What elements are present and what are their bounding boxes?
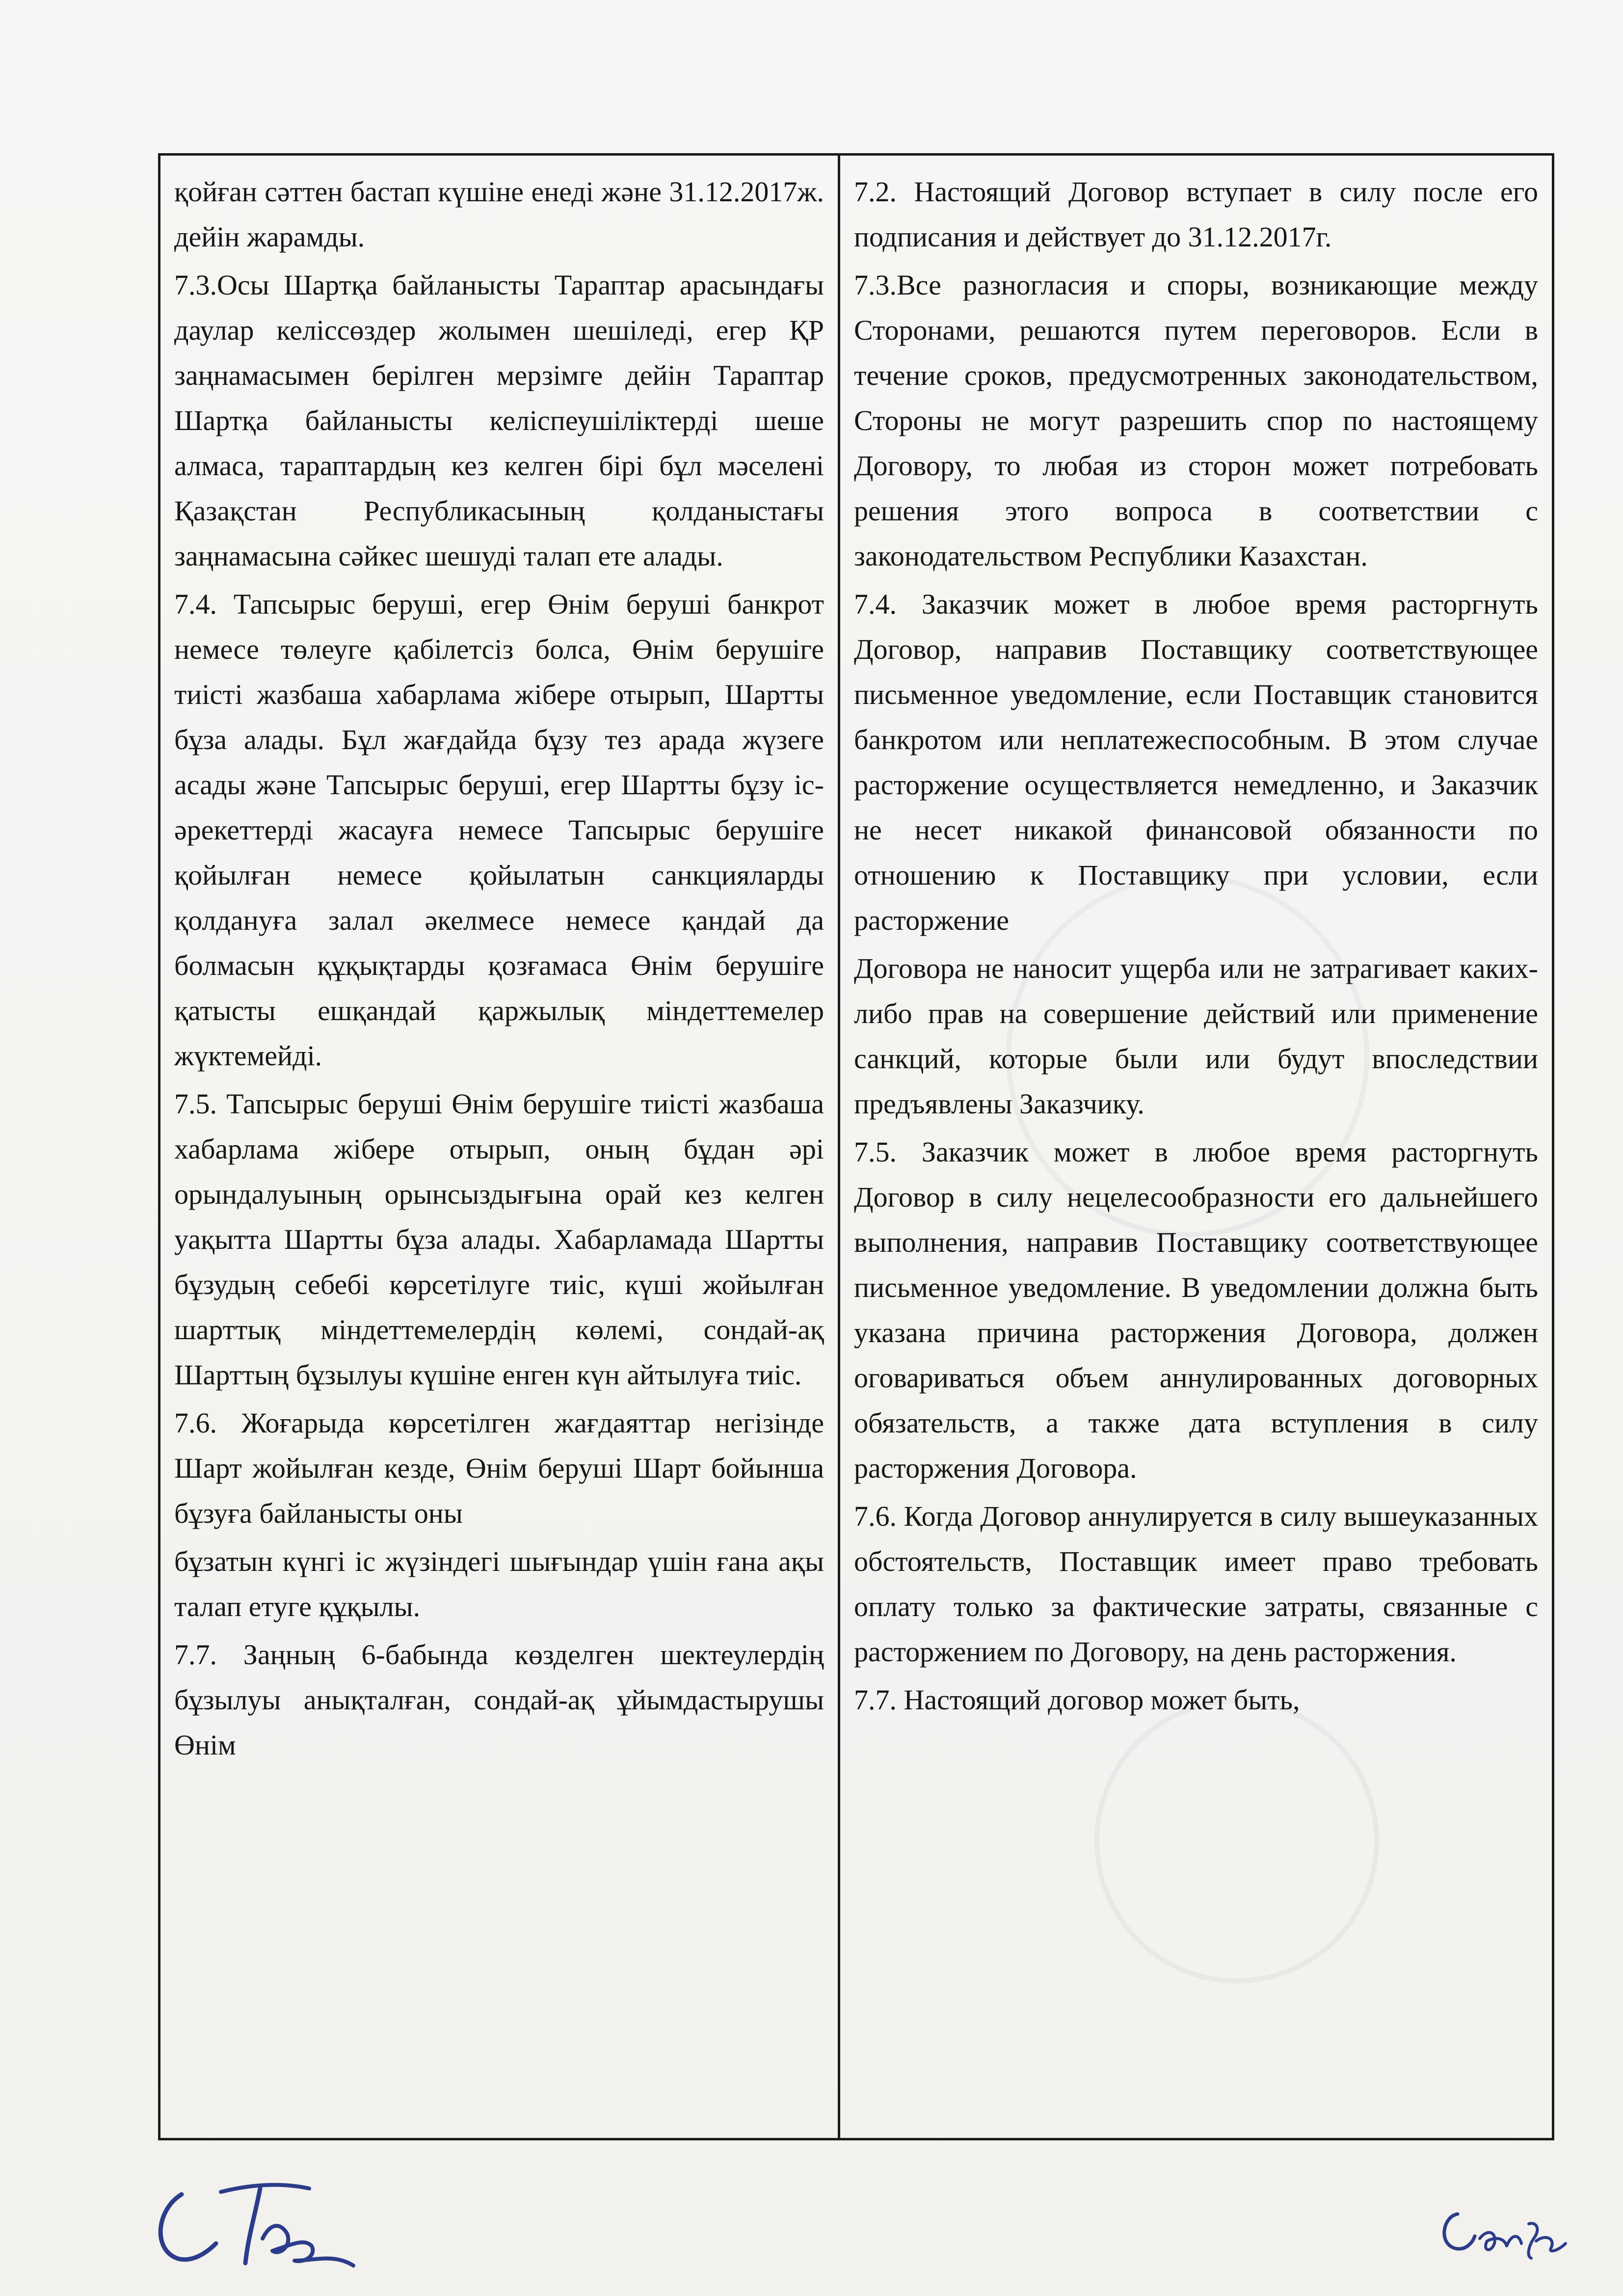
kz-clause-7-7: 7.7. Заңның 6-бабында көзделген шектеулердің бұзылуы анықталған, сондай-ақ ұйымдастырушы Өнім — [174, 1639, 824, 1761]
ru-clause-7-4: 7.4. Заказчик может в любое время расторгнуть Договор, направив Поставщику соответствующее письменное уведомление, если Поставщик становится банкротом или неплатежеспособным. В этом случае расторжение осуществляется немедленно, и Заказчик не несет никакой финансовой обязанности по отношению к Поставщику при условии, если расторжение — [854, 588, 1538, 936]
kz-clause-7-6-cont: бұзатын күнгі іс жүзіндегі шығындар үшін ғана ақы талап етуге құқылы. — [174, 1545, 824, 1622]
ru-clause-7-6: 7.6. Когда Договор аннулируется в силу вышеуказанных обстоятельств, Поставщик имеет право требовать оплату только за фактические затраты, связанные с расторжением по Договору, на день расторжения. — [854, 1500, 1538, 1668]
bilingual-contract-table — [158, 153, 1554, 2140]
ru-clause-7-5: 7.5. Заказчик может в любое время расторгнуть Договор в силу нецелесообразности его дальнейшего выполнения, направив Поставщику соответствующее письменное уведомление. В уведомлении должна быть указана причина расторжения Договора, должен оговариваться объем аннулированных договорных обязательств, а также дата вступления в силу расторжения Договора. — [854, 1136, 1538, 1484]
ru-clause-7-7: 7.7. Настоящий договор может быть, — [854, 1684, 1300, 1716]
kazakh-column — [160, 155, 839, 2139]
kz-clause-7-4: 7.4. Тапсырыс беруші, егер Өнім беруші банкрот немесе төлеуге қабілетсіз болса, Өнім берушіге тиісті жазбаша хабарлама жібере отырып, Шартты бұза алады. Бұл жағдайда бұзу тез арада жүзеге асады және Тапсырыс беруші, егер Шартты бұзу іс-әрекеттерді жасауға немесе Тапсырыс берушіге қойылған немесе қойылатын санкцияларды қолдануға залал әкелмесе немесе қандай да болмасын құқықтарды қозғамаса Өнім берушіге қатысты ешқандай қаржылық міндеттемелер жүктемейді. — [174, 588, 824, 1072]
kz-clause-7-2-end: қойған сәттен бастап күшіне енеді және 31.12.2017ж. дейін жарамды. — [174, 176, 824, 253]
kz-clause-7-6: 7.6. Жоғарыда көрсетілген жағдаяттар негізінде Шарт жойылған кезде, Өнім беруші Шарт бойынша бұзуға байланысты оны — [174, 1407, 824, 1529]
kz-clause-7-5: 7.5. Тапсырыс беруші Өнім берушіге тиісті жазбаша хабарлама жібере отырып, оның бұдан әрі орындалуының орынсыздығына орай кез келген уақытта Шартты бұза алады. Хабарламада Шартты бұзудың себебі көрсетілуге тиіс, күші жойылған шарттық міндеттемелердің көлемі, сондай-ақ Шарттың бұзылуы күшіне енген күн айтылуға тиіс. — [174, 1088, 824, 1391]
russian-column — [839, 155, 1553, 2139]
ru-clause-7-4-cont: Договора не наносит ущерба или не затрагивает каких-либо прав на совершение действий или применение санкций, которые были или будут впоследствии предъявлены Заказчику. — [854, 952, 1538, 1120]
table-row — [160, 155, 1553, 2139]
signature-right — [1433, 2194, 1580, 2268]
ru-clause-7-3: 7.3.Все разногласия и споры, возникающие между Сторонами, решаются путем переговоров. Если в течение сроков, предусмотренных законодательством, Стороны не могут разрешить спор по настоящему Договору, то любая из сторон может потребовать решения этого вопроса в соответствии с законодательством Республики Казахстан. — [854, 269, 1538, 572]
kz-clause-7-3: 7.3.Осы Шартқа байланысты Тараптар арасындағы даулар келіссөздер жолымен шешіледі, егер ҚР заңнамасымен берілген мерзімге дейін Тараптар Шартқа байланысты келіспеушіліктерді шеше алмаса, тараптардың кез келген бірі бұл мәселені Қазақстан Республикасының қолданыстағы заңнамасына сәйкес шешуді талап ете алады. — [174, 269, 824, 572]
signature-left — [147, 2165, 378, 2278]
ru-clause-7-2: 7.2. Настоящий Договор вступает в силу после его подписания и действует до 31.12.2017г. — [854, 176, 1538, 253]
